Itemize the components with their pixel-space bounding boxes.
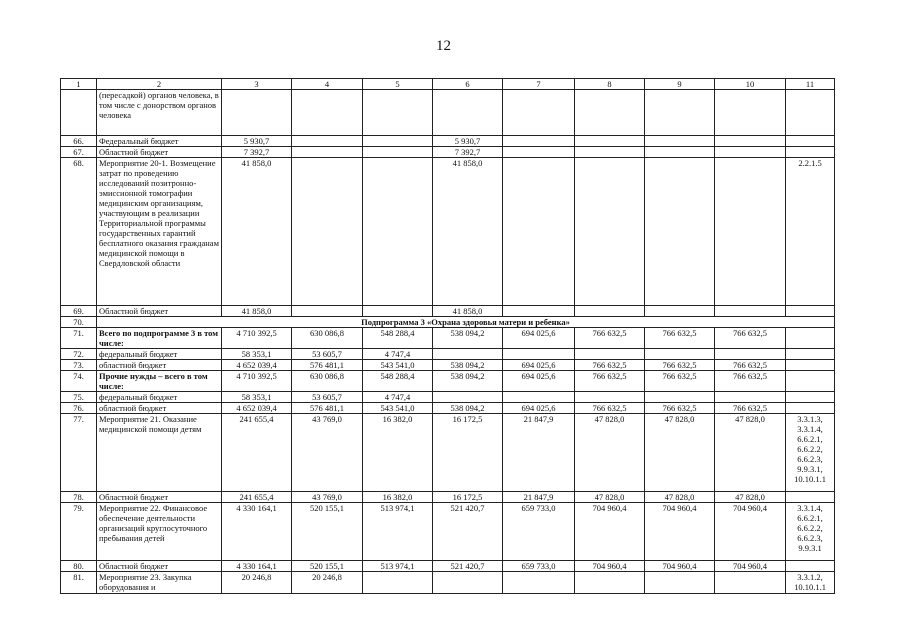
target-codes-cell: 3.3.1.4, 6.6.2.1, 6.6.2.2, 6.6.2.3, 9.9.3.1 [786, 503, 835, 561]
row-number: 72. [61, 349, 97, 360]
amount-cell: 694 025,6 [503, 371, 575, 392]
amount-cell [575, 136, 645, 147]
amount-cell: 41 858,0 [433, 158, 503, 306]
column-header: 5 [363, 79, 433, 90]
amount-cell: 766 632,5 [715, 371, 786, 392]
amount-cell: 4 330 164,1 [222, 503, 292, 561]
target-codes-cell [786, 147, 835, 158]
target-codes-cell [786, 371, 835, 392]
header-row [61, 79, 835, 90]
amount-cell: 694 025,6 [503, 403, 575, 414]
amount-cell: 241 655,4 [222, 414, 292, 492]
amount-cell [503, 349, 575, 360]
row-number: 81. [61, 572, 97, 594]
amount-cell: 41 858,0 [222, 158, 292, 306]
row-description: Мероприятие 22. Финансовое обеспечение деятельности организаций круглосуточного пребывания детей [97, 503, 222, 561]
amount-cell: 4 747,4 [363, 349, 433, 360]
amount-cell: 47 828,0 [645, 414, 715, 492]
row-number: 79. [61, 503, 97, 561]
amount-cell: 538 094,2 [433, 360, 503, 371]
amount-cell: 58 353,1 [222, 349, 292, 360]
amount-cell: 766 632,5 [715, 328, 786, 349]
amount-cell [575, 392, 645, 403]
row-description: Мероприятие 20-1. Возмещение затрат по проведению исследований позитронно-эмиссионной томографии медицинским организациям, участвующим в реализации Территориальной программы государственных гарантий бесплатного оказания гражданам медицинской помощи в Свердловской области [97, 158, 222, 306]
target-codes-cell [786, 90, 835, 136]
amount-cell [645, 306, 715, 317]
amount-cell [222, 90, 292, 136]
amount-cell [715, 158, 786, 306]
row-number: 70. [61, 317, 97, 328]
amount-cell: 576 481,1 [292, 403, 363, 414]
table-row [61, 561, 835, 572]
table-row [61, 306, 835, 317]
amount-cell [715, 349, 786, 360]
amount-cell: 659 733,0 [503, 561, 575, 572]
column-header: 4 [292, 79, 363, 90]
row-number: 69. [61, 306, 97, 317]
amount-cell: 538 094,2 [433, 328, 503, 349]
amount-cell [645, 349, 715, 360]
amount-cell: 548 288,4 [363, 371, 433, 392]
row-description: Федеральный бюджет [97, 136, 222, 147]
row-number: 66. [61, 136, 97, 147]
amount-cell: 47 828,0 [575, 414, 645, 492]
amount-cell [503, 90, 575, 136]
amount-cell: 53 605,7 [292, 392, 363, 403]
amount-cell: 513 974,1 [363, 561, 433, 572]
row-description: областной бюджет [97, 403, 222, 414]
column-header: 8 [575, 79, 645, 90]
amount-cell [503, 306, 575, 317]
amount-cell: 704 960,4 [575, 503, 645, 561]
amount-cell: 4 652 039,4 [222, 403, 292, 414]
amount-cell [575, 572, 645, 594]
target-codes-cell [786, 349, 835, 360]
amount-cell [363, 147, 433, 158]
row-description: Мероприятие 23. Закупка оборудования и [97, 572, 222, 594]
amount-cell [645, 572, 715, 594]
row-number: 73. [61, 360, 97, 371]
amount-cell [575, 147, 645, 158]
table-row [61, 403, 835, 414]
amount-cell [503, 392, 575, 403]
amount-cell: 41 858,0 [433, 306, 503, 317]
row-number: 68. [61, 158, 97, 306]
target-codes-cell [786, 360, 835, 371]
amount-cell: 576 481,1 [292, 360, 363, 371]
row-number: 71. [61, 328, 97, 349]
amount-cell: 694 025,6 [503, 360, 575, 371]
table-row [61, 158, 835, 306]
amount-cell [363, 158, 433, 306]
amount-cell: 47 828,0 [715, 414, 786, 492]
amount-cell: 630 086,8 [292, 371, 363, 392]
amount-cell: 4 652 039,4 [222, 360, 292, 371]
target-codes-cell [786, 561, 835, 572]
amount-cell [503, 158, 575, 306]
amount-cell: 548 288,4 [363, 328, 433, 349]
amount-cell: 47 828,0 [715, 492, 786, 503]
section-row [61, 317, 835, 328]
amount-cell: 58 353,1 [222, 392, 292, 403]
amount-cell [715, 136, 786, 147]
column-header: 9 [645, 79, 715, 90]
amount-cell [363, 90, 433, 136]
amount-cell: 43 769,0 [292, 414, 363, 492]
amount-cell [292, 90, 363, 136]
amount-cell [645, 90, 715, 136]
amount-cell: 20 246,8 [292, 572, 363, 594]
amount-cell: 43 769,0 [292, 492, 363, 503]
row-description: федеральный бюджет [97, 349, 222, 360]
row-description: федеральный бюджет [97, 392, 222, 403]
target-codes-cell [786, 136, 835, 147]
amount-cell: 766 632,5 [645, 403, 715, 414]
table-row [61, 360, 835, 371]
amount-cell: 538 094,2 [433, 371, 503, 392]
target-codes-cell: 2.2.1.5 [786, 158, 835, 306]
amount-cell: 766 632,5 [575, 371, 645, 392]
amount-cell: 5 930,7 [433, 136, 503, 147]
amount-cell: 521 420,7 [433, 561, 503, 572]
amount-cell [363, 136, 433, 147]
amount-cell [433, 392, 503, 403]
amount-cell: 704 960,4 [715, 503, 786, 561]
amount-cell: 766 632,5 [645, 360, 715, 371]
amount-cell: 538 094,2 [433, 403, 503, 414]
amount-cell: 53 605,7 [292, 349, 363, 360]
page-number: 12 [436, 38, 451, 54]
target-codes-cell [786, 492, 835, 503]
amount-cell [433, 349, 503, 360]
row-description: Мероприятие 21. Оказание медицинской помощи детям [97, 414, 222, 492]
amount-cell [715, 392, 786, 403]
amount-cell: 659 733,0 [503, 503, 575, 561]
amount-cell: 704 960,4 [645, 503, 715, 561]
row-description: Областной бюджет [97, 561, 222, 572]
amount-cell: 704 960,4 [645, 561, 715, 572]
amount-cell: 513 974,1 [363, 503, 433, 561]
amount-cell: 694 025,6 [503, 328, 575, 349]
amount-cell [575, 306, 645, 317]
amount-cell: 520 155,1 [292, 503, 363, 561]
row-description: Прочие нужды – всего в том числе: [97, 371, 222, 392]
amount-cell [715, 306, 786, 317]
amount-cell: 47 828,0 [645, 492, 715, 503]
amount-cell [433, 90, 503, 136]
target-codes-cell [786, 306, 835, 317]
amount-cell: 521 420,7 [433, 503, 503, 561]
amount-cell: 7 392,7 [433, 147, 503, 158]
amount-cell: 520 155,1 [292, 561, 363, 572]
amount-cell: 241 655,4 [222, 492, 292, 503]
amount-cell [645, 158, 715, 306]
amount-cell: 16 382,0 [363, 492, 433, 503]
amount-cell: 630 086,8 [292, 328, 363, 349]
amount-cell: 4 330 164,1 [222, 561, 292, 572]
column-header: 10 [715, 79, 786, 90]
amount-cell: 7 392,7 [222, 147, 292, 158]
amount-cell: 16 172,5 [433, 492, 503, 503]
amount-cell [292, 306, 363, 317]
amount-cell [363, 572, 433, 594]
amount-cell: 704 960,4 [715, 561, 786, 572]
target-codes-cell [786, 392, 835, 403]
amount-cell: 766 632,5 [645, 371, 715, 392]
table-row [61, 414, 835, 492]
amount-cell [503, 136, 575, 147]
table-row [61, 136, 835, 147]
row-description: Областной бюджет [97, 492, 222, 503]
target-codes-cell [786, 403, 835, 414]
column-header: 2 [97, 79, 222, 90]
amount-cell [715, 90, 786, 136]
row-number: 75. [61, 392, 97, 403]
amount-cell: 20 246,8 [222, 572, 292, 594]
amount-cell [575, 158, 645, 306]
amount-cell [503, 572, 575, 594]
amount-cell: 41 858,0 [222, 306, 292, 317]
column-header: 1 [61, 79, 97, 90]
amount-cell: 766 632,5 [645, 328, 715, 349]
table-row [61, 90, 835, 136]
amount-cell: 766 632,5 [575, 328, 645, 349]
row-number: 80. [61, 561, 97, 572]
amount-cell: 5 930,7 [222, 136, 292, 147]
amount-cell [715, 572, 786, 594]
amount-cell [503, 147, 575, 158]
row-description: Областной бюджет [97, 147, 222, 158]
amount-cell: 543 541,0 [363, 403, 433, 414]
amount-cell: 766 632,5 [575, 403, 645, 414]
row-number: 76. [61, 403, 97, 414]
row-description: Всего по подпрограмме 3 в том числе: [97, 328, 222, 349]
table-row [61, 503, 835, 561]
amount-cell: 766 632,5 [715, 360, 786, 371]
amount-cell: 4 710 392,5 [222, 328, 292, 349]
amount-cell [715, 147, 786, 158]
column-header: 6 [433, 79, 503, 90]
target-codes-cell: 3.3.1.3, 3.3.1.4, 6.6.2.1, 6.6.2.2, 6.6.2.3, 9.9.3.1, 10.10.1.1 [786, 414, 835, 492]
row-description: Областной бюджет [97, 306, 222, 317]
table-row [61, 492, 835, 503]
amount-cell [292, 147, 363, 158]
amount-cell: 21 847,9 [503, 492, 575, 503]
column-header: 3 [222, 79, 292, 90]
row-description: (пересадкой) органов человека, в том числе с донорством органов человека [97, 90, 222, 136]
amount-cell [645, 136, 715, 147]
amount-cell: 766 632,5 [575, 360, 645, 371]
amount-cell [575, 349, 645, 360]
target-codes-cell: 3.3.1.2, 10.10.1.1 [786, 572, 835, 594]
amount-cell [645, 147, 715, 158]
section-title: Подпрограмма 3 «Охрана здоровья матери и ребенка» [97, 317, 835, 328]
table-row [61, 371, 835, 392]
column-header: 7 [503, 79, 575, 90]
column-header: 11 [786, 79, 835, 90]
amount-cell: 704 960,4 [575, 561, 645, 572]
amount-cell: 766 632,5 [715, 403, 786, 414]
row-number: 67. [61, 147, 97, 158]
row-number: 77. [61, 414, 97, 492]
amount-cell: 16 172,5 [433, 414, 503, 492]
amount-cell: 47 828,0 [575, 492, 645, 503]
table-row [61, 147, 835, 158]
row-number: 74. [61, 371, 97, 392]
row-number [61, 90, 97, 136]
amount-cell: 4 710 392,5 [222, 371, 292, 392]
budget-table [60, 78, 835, 594]
amount-cell [363, 306, 433, 317]
amount-cell [645, 392, 715, 403]
amount-cell: 543 541,0 [363, 360, 433, 371]
row-description: областной бюджет [97, 360, 222, 371]
amount-cell: 16 382,0 [363, 414, 433, 492]
row-number: 78. [61, 492, 97, 503]
amount-cell: 4 747,4 [363, 392, 433, 403]
table-row [61, 392, 835, 403]
amount-cell [292, 136, 363, 147]
table-row [61, 349, 835, 360]
table-row [61, 572, 835, 594]
amount-cell [292, 158, 363, 306]
amount-cell [433, 572, 503, 594]
amount-cell: 21 847,9 [503, 414, 575, 492]
amount-cell [575, 90, 645, 136]
table-row [61, 328, 835, 349]
target-codes-cell [786, 328, 835, 349]
